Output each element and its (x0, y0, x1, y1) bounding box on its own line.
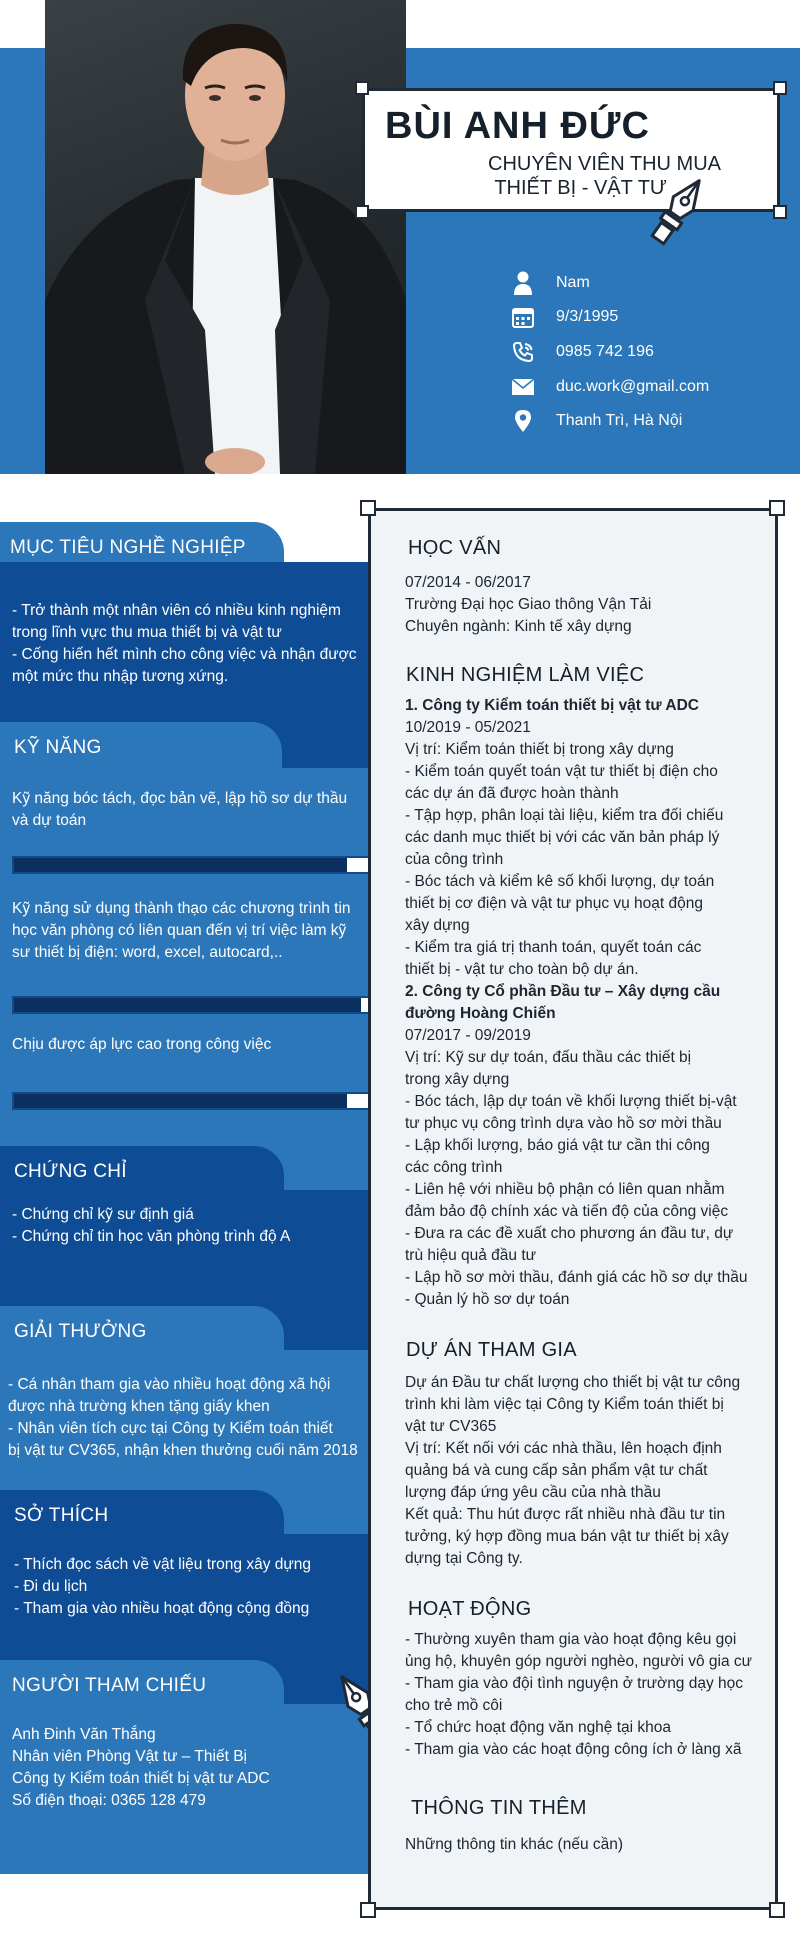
section-header-hobbies: SỞ THÍCH (0, 1490, 284, 1544)
skill-level-bar (12, 856, 374, 874)
section-header-projects: DỰ ÁN THAM GIA (406, 1339, 577, 1361)
company-name: 1. Công ty Kiểm toán thiết bị vật tư ADC (405, 697, 699, 714)
section-header-awards: GIẢI THƯỞNG (0, 1306, 284, 1360)
section-header-education: HỌC VẤN (408, 537, 502, 559)
certificates-section: - Chứng chỉ kỹ sư định giá - Chứng chỉ tin học văn phòng trình độ A (0, 1190, 396, 1306)
calendar-icon (510, 304, 536, 330)
experience-section: 1. Công ty Kiểm toán thiết bị vật tư ADC 10/2019 - 05/2021 Vị trí: Kiểm toán thiết bị trong xây dựng - Kiểm toán quyết toán vật tư thiết bị điện cho các dự án đã được hoàn thành - Tập hợp, phân loại tài liệu, kiểm tra đối chiếu các danh mục thiết bị với các văn bản pháp lý của công trình - Bóc tách và kiểm kê số khối lượng, dự toán thiết bị cơ điện và vật tư phục vụ hoạt động xây dựng - Kiểm tra giá trị thanh toán, quyết toán các thiết bị - vật tư cho toàn bộ dự án. 2. Công ty Cổ phần Đầu tư – Xây dựng cầu đường Hoàng Chiến 07/2017 - 09/2019 Vị trí: Kỹ sư dự toán, đấu thầu các thiết bị trong xây dựng - Bóc tách, lập dự toán về khối lượng thiết bị-vật tư phục vụ công trình dựa vào hồ sơ mời thầu - Lập khối lượng, báo giá vật tư cần thi công các công trình - Liên hệ với nhiều bộ phận có liên quan nhằm đảm bảo độ chính xác và tiến độ của công việc - Đưa ra các đề xuất cho phương án đầu tư, dự trù hiệu quả đầu tư - Lập hồ sơ mời thầu, đánh giá các hồ sơ dự thầu - Quản lý hồ sơ dự toán (405, 695, 775, 1311)
career-goal-section: - Trở thành một nhân viên có nhiều kinh nghiệm trong lĩnh vực thu mua thiết bị và vật tư - Cống hiến hết mình cho công việc và nhận được một mức thu nhập tương xứng. (0, 562, 396, 727)
job-title-line-2: THIẾT BỊ - VẬT TƯ (494, 177, 667, 199)
frame-corner (355, 205, 369, 219)
job-title-line-1: CHUYÊN VIÊN THU MUA (488, 153, 721, 175)
frame-corner (773, 81, 787, 95)
company-name: 2. Công ty Cổ phần Đầu tư – Xây dựng cầu (405, 983, 721, 1000)
frame-corner (360, 500, 376, 516)
info-gender: Nam (510, 268, 590, 298)
info-birthdate: 9/3/1995 (510, 302, 618, 332)
section-header-references: NGƯỜI THAM CHIẾU (0, 1660, 284, 1714)
activities-section: - Thường xuyên tham gia vào hoạt động kêu gọi ủng hộ, khuyên góp người nghèo, người vô gia cư - Tham gia vào đội tình nguyện ở trường dạy học cho trẻ mồ côi - Tổ chức hoạt động văn nghệ tại khoa - Tham gia vào các hoạt động công ích ở làng xã (405, 1631, 753, 1758)
section-header-skills: KỸ NĂNG (0, 722, 282, 776)
section-header-experience: KINH NGHIỆM LÀM VIỆC (406, 664, 645, 686)
profile-photo (45, 0, 406, 474)
name-box (362, 88, 780, 212)
skill-level-bar (12, 996, 374, 1014)
frame-corner (769, 500, 785, 516)
hobbies-section: - Thích đọc sách về vật liệu trong xây dựng - Đi du lịch - Tham gia vào nhiều hoạt động cộng đồng (0, 1534, 396, 1660)
skills-section: Kỹ năng bóc tách, đọc bản vẽ, lập hồ sơ dự thầu và dự toán Kỹ năng sử dụng thành thạo các chương trình tin học văn phòng có liên quan đến vị trí việc làm kỹ sư thiết bị điện: word, excel, autocard,.. Chịu được áp lực cao trong công việc (0, 768, 396, 1146)
section-header-activities: HOẠT ĐỘNG (408, 1598, 532, 1620)
mail-icon (510, 374, 536, 400)
frame-corner (773, 205, 787, 219)
info-email: duc.work@gmail.com (510, 372, 709, 402)
phone-icon (510, 339, 536, 365)
frame-corner (355, 81, 369, 95)
fountain-pen-icon (650, 172, 706, 250)
full-name: BÙI ANH ĐỨC (385, 105, 650, 147)
location-icon (510, 408, 536, 434)
projects-section: Dự án Đầu tư chất lượng cho thiết bị vật tư công trình khi làm việc tại Công ty Kiểm toán thiết bị vật tư CV365 Vị trí: Kết nối với các nhà thầu, lên hoạch định quảng bá và cung cấp sản phẩm vật tư chất lượng đáp ứng yêu cầu của nhà thầu Kết quả: Thu hút được rất nhiều nhà đầu tư tin tưởng, ký hợp đồng mua bán vật tư thiết bị xây dựng tại Công ty. (405, 1374, 741, 1567)
info-phone: 0985 742 196 (510, 337, 654, 367)
section-header-certificates: CHỨNG CHỈ (0, 1146, 284, 1200)
info-address: Thanh Trì, Hà Nội (510, 406, 682, 436)
awards-section: - Cá nhân tham gia vào nhiều hoạt động xã hội được nhà trường khen tặng giấy khen - Nhân viên tích cực tại Công ty Kiểm toán thiết bị vật tư CV365, nhận khen thưởng cuối năm 2018 (0, 1350, 396, 1490)
skill-level-bar (12, 1092, 374, 1110)
references-section: Anh Đinh Văn Thắng Nhân viên Phòng Vật tư – Thiết Bị Công ty Kiểm toán thiết bị vật tư ADC Số điện thoại: 0365 128 479 (0, 1704, 396, 1874)
person-icon (510, 270, 536, 296)
section-header-extra-info: THÔNG TIN THÊM (411, 1797, 587, 1819)
frame-corner (360, 1902, 376, 1918)
section-header-career-goal: MỤC TIÊU NGHỀ NGHIỆP (0, 522, 284, 576)
education-section: 07/2014 - 06/2017 Trường Đại học Giao thông Vận Tải Chuyên ngành: Kinh tế xây dựng (405, 574, 652, 635)
frame-corner (769, 1902, 785, 1918)
extra-info-section: Những thông tin khác (nếu cần) (405, 1836, 624, 1853)
